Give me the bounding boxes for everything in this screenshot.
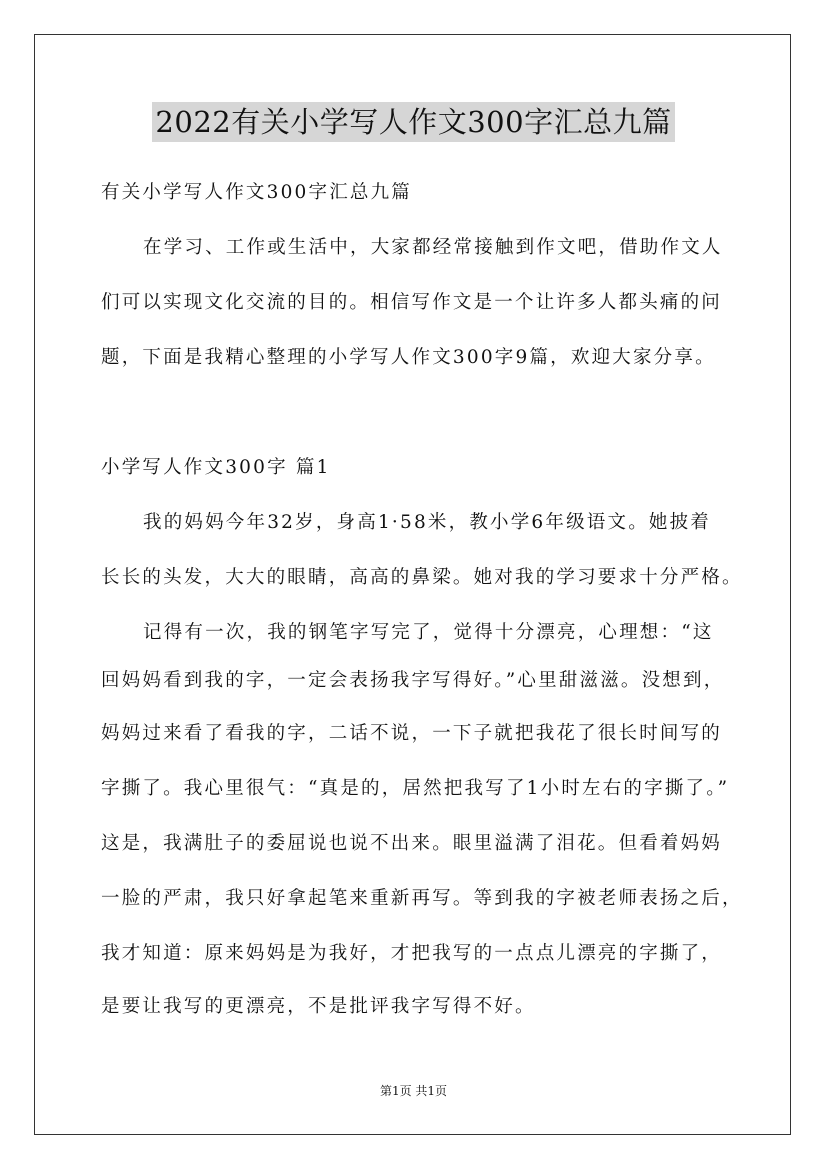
document-title: 2022有关小学写人作文300字汇总九篇 [152,102,674,142]
intro-line: 在学习、工作或生活中，大家都经常接触到作文吧，借助作文人 [143,237,723,258]
document-subtitle: 有关小学写人作文300字汇总九篇 [101,182,413,203]
section-heading: 小学写人作文300字 篇1 [101,457,331,478]
title-container [0,102,827,142]
body-line: 是要让我写的更漂亮，不是批评我字写得不好。 [101,996,536,1017]
body-line: 这是，我满肚子的委屈说也说不出来。眼里溢满了泪花。但看着妈妈 [101,833,723,854]
body-line: 回妈妈看到我的字，一定会表扬我字写得好。”心里甜滋滋。没想到， [101,670,725,691]
body-line: 记得有一次，我的钢笔字写完了，觉得十分漂亮，心理想：“这 [143,622,714,643]
body-line: 我才知道：原来妈妈是为我好，才把我写的一点点儿漂亮的字撕了， [101,943,723,964]
body-line: 长长的头发，大大的眼睛，高高的鼻梁。她对我的学习要求十分严格。 [101,567,743,588]
body-line: 字撕了。我心里很气：“真是的，居然把我写了1小时左右的字撕了。” [101,778,730,799]
page-footer: 第1页 共1页 [379,1084,448,1098]
body-line: 妈妈过来看了看我的字，二话不说，一下子就把我花了很长时间写的 [101,723,723,744]
body-line: 一脸的严肃，我只好拿起笔来重新再写。等到我的字被老师表扬之后， [101,888,743,909]
intro-line: 们可以实现文化交流的目的。相信写作文是一个让许多人都头痛的问 [101,292,723,313]
body-line: 我的妈妈今年32岁，身高1·58米，教小学6年级语文。她披着 [143,512,712,533]
intro-line: 题，下面是我精心整理的小学写人作文300字9篇，欢迎大家分享。 [101,347,716,368]
